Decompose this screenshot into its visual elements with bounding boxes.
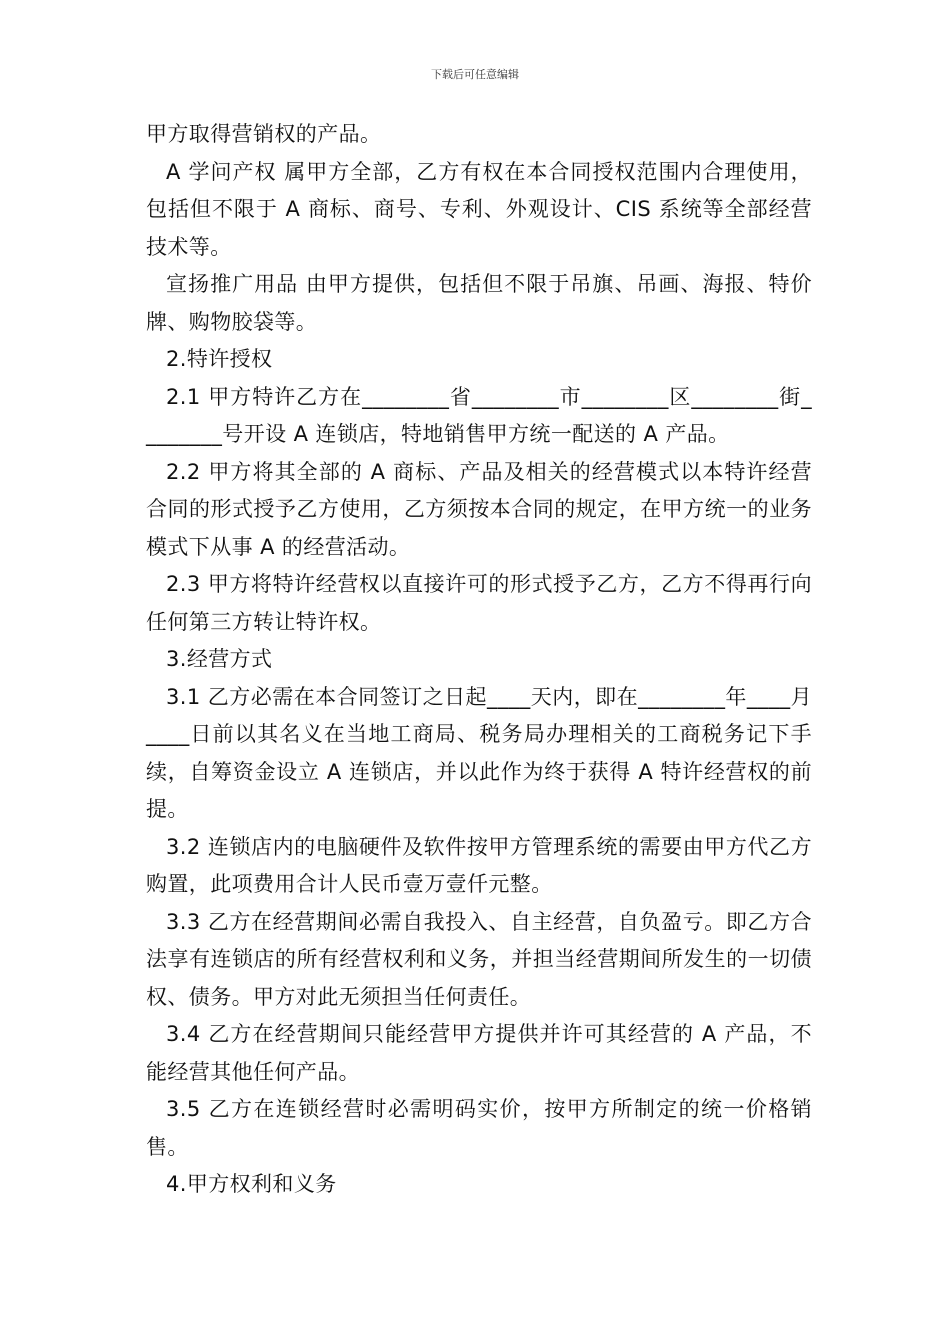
- section-heading-4: 4.甲方权利和义务: [166, 1172, 337, 1196]
- clause-3-1: 3.1 乙方必需在本合同签订之日起____天内，即在________年____月____日前以其名义在当地工商局、税务局办理相关的工商税务记下手续，自筹资金设立 A 连锁店，并以此作为终于获得 A 特许经营权的前提。: [146, 684, 812, 821]
- paragraph-1: 甲方取得营销权的产品。: [146, 122, 382, 146]
- clause-3-2: 3.2 连锁店内的电脑硬件及软件按甲方管理系统的需要由甲方代乙方购置，此项费用合计人民币壹万壹仟元整。: [146, 834, 812, 896]
- section-heading-3: 3.经营方式: [166, 647, 273, 671]
- section-heading-2: 2.特许授权: [166, 347, 273, 371]
- clause-2-2: 2.2 甲方将其全部的 A 商标、产品及相关的经营模式以本特许经营合同的形式授予乙方使用，乙方须按本合同的规定，在甲方统一的业务模式下从事 A 的经营活动。: [146, 459, 812, 559]
- clause-2-3: 2.3 甲方将特许经营权以直接许可的形式授予乙方，乙方不得再行向任何第三方转让特许权。: [146, 572, 812, 634]
- page-header: 下载后可任意编辑: [431, 68, 519, 81]
- document-body: [146, 116, 812, 1204]
- clause-3-5: 3.5 乙方在连锁经营时必需明码实价，按甲方所制定的统一价格销售。: [146, 1097, 812, 1159]
- paragraph-3: 宣扬推广用品 由甲方提供，包括但不限于吊旗、吊画、海报、特价牌、购物胶袋等。: [146, 272, 812, 334]
- paragraph-2: A 学问产权 属甲方全部，乙方有权在本合同授权范围内合理使用，包括但不限于 A 商标、商号、专利、外观设计、CIS 系统等全部经营技术等。: [146, 159, 812, 259]
- clause-2-1: 2.1 甲方特许乙方在________省________市________区________街________号开设 A 连锁店，特地销售甲方统一配送的 A 产品。: [146, 384, 812, 446]
- clause-3-3: 3.3 乙方在经营期间必需自我投入、自主经营，自负盈亏。即乙方合法享有连锁店的所有经营权利和义务，并担当经营期间所发生的一切债权、债务。甲方对此无须担当任何责任。: [146, 909, 812, 1009]
- clause-3-4: 3.4 乙方在经营期间只能经营甲方提供并许可其经营的 A 产品，不能经营其他任何产品。: [146, 1022, 812, 1084]
